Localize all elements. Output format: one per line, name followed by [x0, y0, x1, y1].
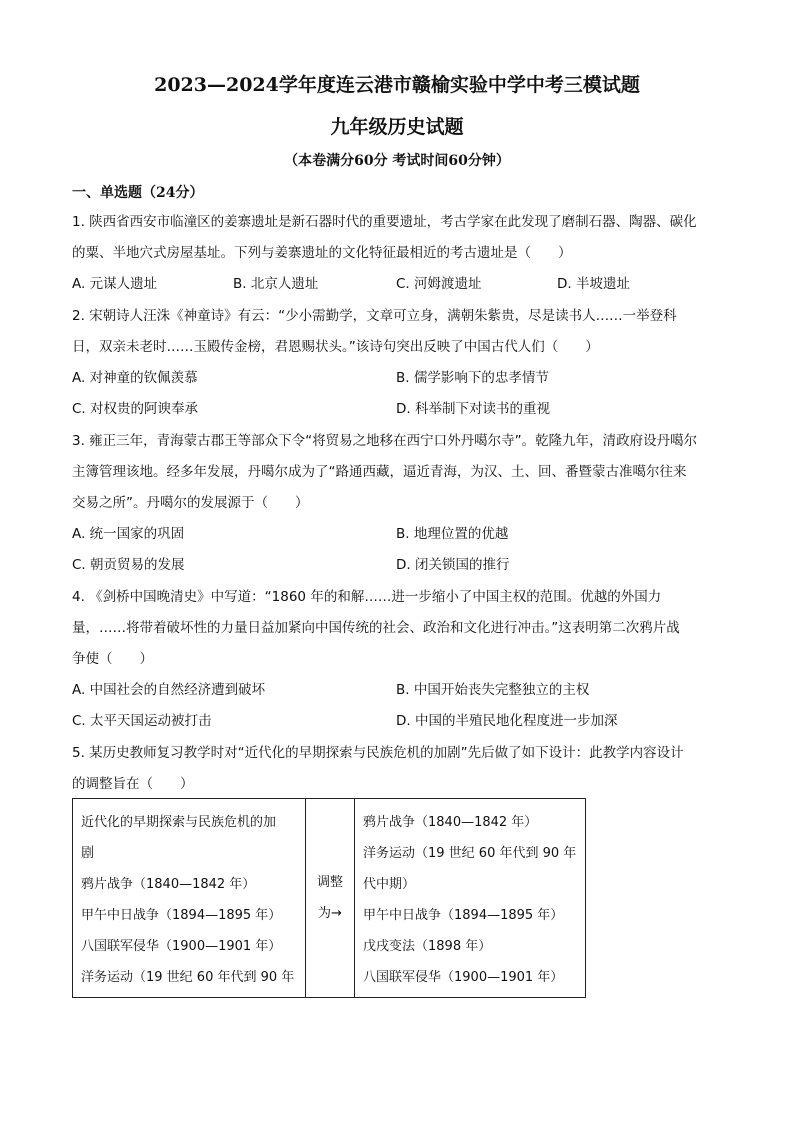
table-line: 代中期） [363, 877, 416, 892]
question-3-line-3: 交易之所”。丹噶尔的发展源于（ ） [72, 495, 309, 511]
question-2-option-b: B. 儒学影响下的忠孝情节 [396, 370, 549, 386]
question-4-option-b: B. 中国开始丧失完整独立的主权 [396, 682, 590, 698]
question-5-line-1: 5. 某历史教师复习教学时对“近代化的早期探索与民族危机的加剧”先后做了如下设计：此教学内容设计 [72, 745, 684, 761]
question-2-line-2: 日，双亲未老时……玉殿传金榜，君恩赐状头。”该诗句突出反映了中国古代人们（ ） [72, 339, 599, 355]
table-line: 甲午中日战争（1894—1895 年） [81, 908, 282, 923]
question-4-line-2: 量，……将带着破坏性的力量日益加紧向中国传统的社会、政治和文化进行冲击。”这表明第二次鸦片战 [72, 620, 680, 636]
exam-note: （本卷满分60分 考试时间60分钟） [284, 153, 510, 169]
table-line: 八国联军侵华（1900—1901 年） [81, 939, 282, 954]
table-line: 剧 [81, 846, 95, 861]
teaching-design-table [72, 798, 586, 998]
table-line: 戊戌变法（1898 年） [363, 939, 492, 954]
table-line: 近代化的早期探索与民族危机的加 [81, 815, 277, 830]
question-1-option-b: B. 北京人遗址 [233, 276, 319, 292]
question-3-line-2: 主簿管理该地。经多年发展，丹噶尔成为了“路通西藏，逼近青海，为汉、土、回、番暨蒙古准噶尔往来 [72, 464, 687, 480]
table-line: 鸦片战争（1840—1842 年） [81, 877, 256, 892]
question-2-option-c: C. 对权贵的阿谀奉承 [72, 401, 199, 417]
adjust-label-2: 为→ [318, 906, 342, 921]
table-line: 鸦片战争（1840—1842 年） [363, 815, 538, 830]
question-5-line-2: 的调整旨在（ ） [72, 776, 194, 792]
table-line: 洋务运动（19 世纪 60 年代到 90 年 [81, 970, 295, 985]
exam-title: 2023—2024学年度连云港市赣榆实验中学中考三模试题 [154, 74, 640, 96]
question-4-option-d: D. 中国的半殖民地化程度进一步加深 [396, 713, 618, 729]
question-3-option-a: A. 统一国家的巩固 [72, 526, 185, 542]
table-cell-adjust [306, 799, 355, 998]
question-3-option-c: C. 朝贡贸易的发展 [72, 557, 185, 573]
question-4-option-a: A. 中国社会的自然经济遭到破坏 [72, 682, 266, 698]
question-2-option-a: A. 对神童的钦佩羡慕 [72, 370, 198, 386]
question-1-line-1: 1. 陕西省西安市临潼区的姜寨遗址是新石器时代的重要遗址，考古学家在此发现了磨制石器、陶器、碳化 [72, 214, 697, 230]
question-3-option-b: B. 地理位置的优越 [396, 526, 509, 542]
table-line: 洋务运动（19 世纪 60 年代到 90 年 [363, 846, 577, 861]
question-1-line-2: 的粟、半地穴式房屋基址。下列与姜寨遗址的文化特征最相近的考古遗址是（ ） [72, 245, 572, 261]
question-4-line-3: 争使（ ） [72, 651, 153, 667]
question-4-option-c: C. 太平天国运动被打击 [72, 713, 212, 729]
question-2-option-d: D. 科举制下对读书的重视 [396, 401, 550, 417]
table-cell-adjusted [355, 799, 586, 998]
exam-subtitle: 九年级历史试题 [330, 116, 464, 138]
question-3-line-1: 3. 雍正三年，青海蒙古郡王等部众下令“将贸易之地移在西宁口外丹噶尔寺”。乾隆九年，清政府设丹噶尔 [72, 433, 698, 449]
adjust-label-1: 调整 [316, 875, 343, 890]
question-1-option-c: C. 河姆渡遗址 [396, 276, 482, 292]
question-3-option-d: D. 闭关锁国的推行 [396, 557, 510, 573]
question-4-line-1: 4. 《剑桥中国晚清史》中写道：“1860 年的和解……进一步缩小了中国主权的范围。优越的外国力 [72, 589, 662, 605]
question-2-line-1: 2. 宋朝诗人汪洙《神童诗》有云：“少小需勤学，文章可立身，满朝朱紫贵，尽是读书人……一举登科 [72, 308, 677, 324]
table-cell-original [73, 799, 306, 998]
section-heading: 一、单选题（24分） [72, 185, 204, 201]
question-1-option-d: D. 半坡遗址 [557, 276, 630, 292]
question-1-option-a: A. 元谋人遗址 [72, 276, 158, 292]
table-line: 八国联军侵华（1900—1901 年） [363, 970, 564, 985]
table-line: 甲午中日战争（1894—1895 年） [363, 908, 564, 923]
